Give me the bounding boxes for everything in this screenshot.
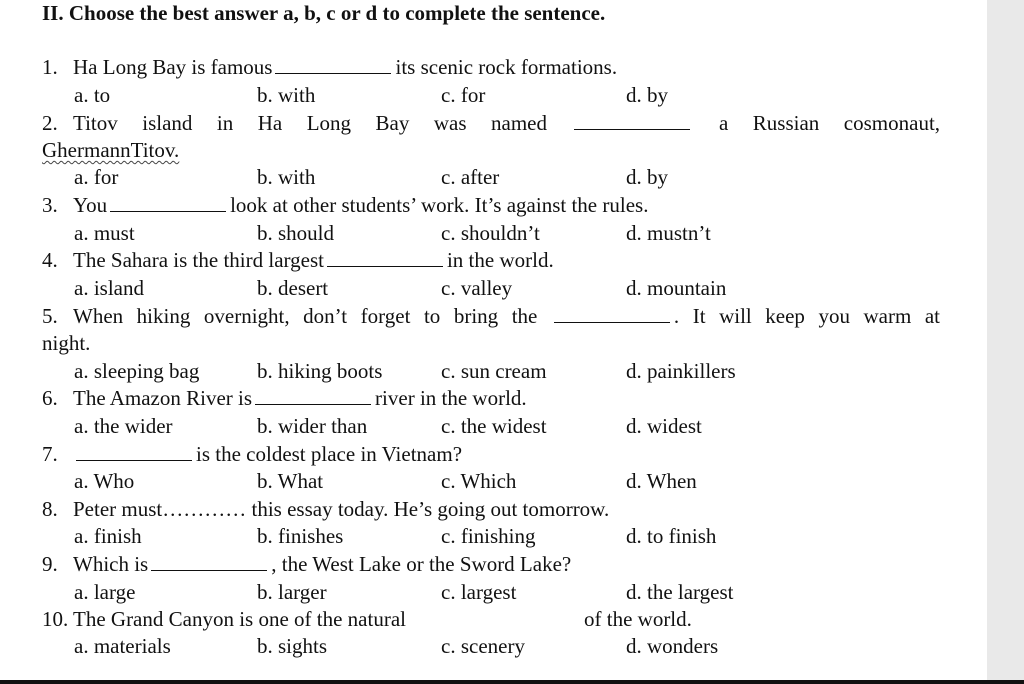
option-c: c. for	[441, 83, 486, 107]
question-stem: is the coldest place in Vietnam?	[73, 441, 462, 467]
option-a: a. island	[74, 276, 144, 300]
question-number: 10.	[42, 607, 69, 631]
option-c: c. largest	[441, 580, 517, 604]
answer-blank	[574, 112, 690, 130]
option-c: c. Which	[441, 469, 517, 493]
option-d: d. mustn’t	[626, 221, 711, 245]
option-d: d. wonders	[626, 634, 719, 658]
question-number: 1.	[42, 55, 58, 79]
answer-blank	[151, 553, 267, 571]
scroll-gutter	[987, 0, 1024, 680]
question-stem: You look at other students’ work. It’s against the rules.	[73, 193, 649, 217]
option-d: d. widest	[626, 414, 702, 438]
answer-blank	[110, 194, 226, 212]
option-a: a. the wider	[74, 414, 173, 438]
option-a: a. Who	[74, 469, 135, 493]
option-d: d. by	[626, 83, 668, 107]
option-a: a. materials	[74, 634, 171, 658]
bottom-border	[0, 680, 1024, 684]
option-b: b. finishes	[257, 524, 344, 548]
option-b: b. with	[257, 83, 316, 107]
option-b: b. with	[257, 165, 316, 189]
option-c: c. sun cream	[441, 359, 547, 383]
question-number: 2.	[42, 111, 58, 135]
question-stem: The Grand Canyon is one of the natural	[73, 607, 406, 631]
answer-blank	[327, 249, 443, 267]
question-number: 9.	[42, 552, 58, 576]
question-number: 5.	[42, 304, 58, 328]
option-d: d. mountain	[626, 276, 727, 300]
answer-blank	[255, 387, 371, 405]
option-c: c. finishing	[441, 524, 536, 548]
option-c: c. the widest	[441, 414, 547, 438]
option-c: c. after	[441, 165, 500, 189]
option-c: c. shouldn’t	[441, 221, 540, 245]
option-d: d. the largest	[626, 580, 734, 604]
question-number: 8.	[42, 497, 58, 521]
option-b: b. What	[257, 469, 324, 493]
question-5-continuation: night.	[42, 331, 91, 355]
answer-blank	[554, 305, 670, 323]
question-number: 6.	[42, 386, 58, 410]
option-d: d. When	[626, 469, 697, 493]
option-a: a. must	[74, 221, 135, 245]
question-stem: Titov island in Ha Long Bay was named a Russian cosmonaut,	[73, 111, 941, 135]
question-stem: Ha Long Bay is famous its scenic rock formations.	[73, 55, 618, 79]
question-number: 7.	[42, 442, 58, 466]
question-stem: When hiking overnight, don’t forget to bring the . It will keep you warm at	[73, 304, 941, 328]
question-stem: Which is , the West Lake or the Sword Lake?	[73, 552, 572, 576]
option-b: b. larger	[257, 580, 327, 604]
option-a: a. sleeping bag	[74, 359, 200, 383]
question-10-tail: of the world.	[584, 607, 692, 631]
option-b: b. desert	[257, 276, 329, 300]
answer-blank	[76, 443, 192, 461]
option-c: c. scenery	[441, 634, 525, 658]
option-a: a. for	[74, 165, 119, 189]
section-heading: II. Choose the best answer a, b, c or d to complete the sentence.	[42, 1, 606, 25]
option-a: a. to	[74, 83, 111, 107]
option-b: b. should	[257, 221, 335, 245]
question-2-continuation: GhermannTitov.	[42, 138, 180, 162]
option-a: a. large	[74, 580, 136, 604]
option-b: b. wider than	[257, 414, 368, 438]
answer-blank	[275, 56, 391, 74]
answer-dots: …………	[162, 497, 247, 521]
option-b: b. hiking boots	[257, 359, 383, 383]
question-number: 4.	[42, 248, 58, 272]
question-stem: The Sahara is the third largest in the world.	[73, 248, 554, 272]
option-b: b. sights	[257, 634, 328, 658]
question-number: 3.	[42, 193, 58, 217]
question-stem: Peter must………… this essay today. He’s going out tomorrow.	[73, 497, 610, 521]
question-stem: The Amazon River is river in the world.	[73, 386, 527, 410]
option-a: a. finish	[74, 524, 142, 548]
option-d: d. painkillers	[626, 359, 736, 383]
option-c: c. valley	[441, 276, 513, 300]
option-d: d. by	[626, 165, 668, 189]
option-d: d. to finish	[626, 524, 717, 548]
